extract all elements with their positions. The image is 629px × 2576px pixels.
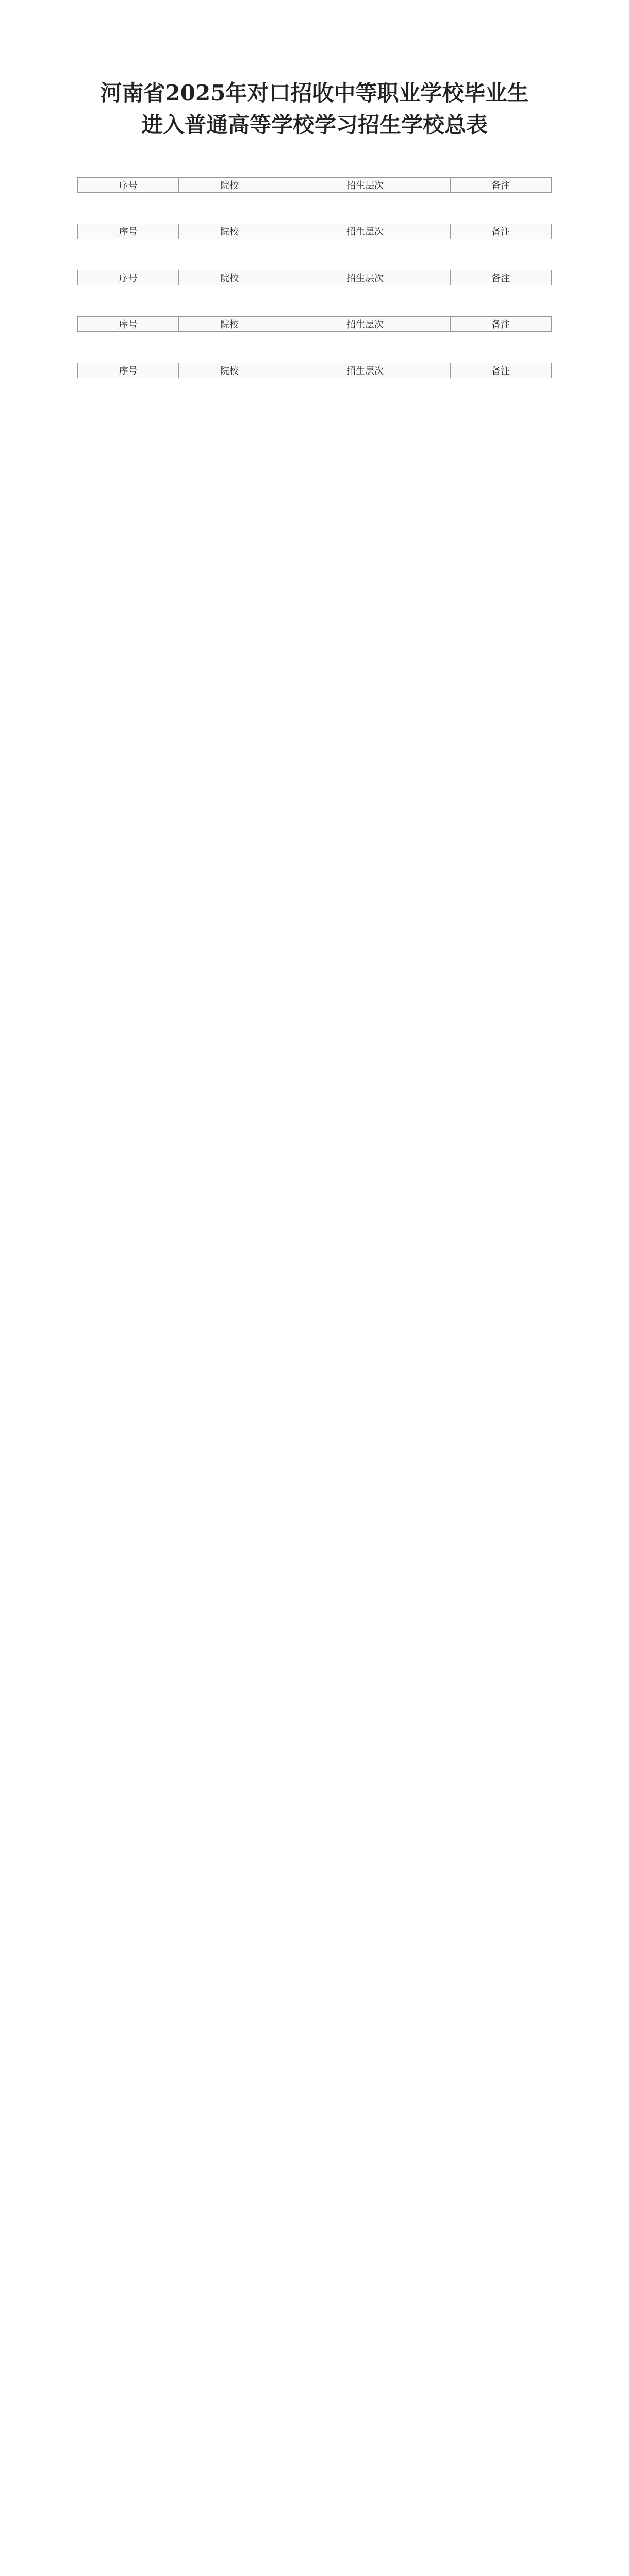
table-header-row xyxy=(78,270,552,285)
table-header-row xyxy=(78,363,552,378)
column-header-school: 院校 xyxy=(179,317,280,332)
column-header-index: 序号 xyxy=(78,270,179,285)
column-header-school: 院校 xyxy=(179,224,280,239)
table-page xyxy=(77,363,552,378)
title-line-2: 进入普通高等学校学习招生学校总表 xyxy=(141,112,488,138)
school-table xyxy=(77,363,552,378)
table-page xyxy=(77,177,552,193)
table-page xyxy=(77,270,552,285)
column-header-note: 备注 xyxy=(450,178,551,193)
column-header-level: 招生层次 xyxy=(280,178,450,193)
column-header-level: 招生层次 xyxy=(280,270,450,285)
column-header-level: 招生层次 xyxy=(280,363,450,378)
document-wrapper xyxy=(0,0,629,430)
table-header-row xyxy=(78,224,552,239)
school-table xyxy=(77,224,552,239)
document-title xyxy=(77,77,552,141)
table-header-row xyxy=(78,317,552,332)
column-header-school: 院校 xyxy=(179,363,280,378)
column-header-school: 院校 xyxy=(179,178,280,193)
column-header-index: 序号 xyxy=(78,178,179,193)
column-header-index: 序号 xyxy=(78,363,179,378)
column-header-index: 序号 xyxy=(78,317,179,332)
column-header-note: 备注 xyxy=(450,317,551,332)
table-page xyxy=(77,316,552,332)
column-header-note: 备注 xyxy=(450,363,551,378)
title-line-1: 河南省2025年对口招收中等职业学校毕业生 xyxy=(100,80,529,106)
column-header-note: 备注 xyxy=(450,224,551,239)
table-pages xyxy=(77,177,552,378)
column-header-level: 招生层次 xyxy=(280,317,450,332)
column-header-school: 院校 xyxy=(179,270,280,285)
school-table xyxy=(77,177,552,193)
table-page xyxy=(77,224,552,239)
column-header-index: 序号 xyxy=(78,224,179,239)
table-header-row xyxy=(78,178,552,193)
column-header-note: 备注 xyxy=(450,270,551,285)
school-table xyxy=(77,270,552,285)
column-header-level: 招生层次 xyxy=(280,224,450,239)
school-table xyxy=(77,316,552,332)
